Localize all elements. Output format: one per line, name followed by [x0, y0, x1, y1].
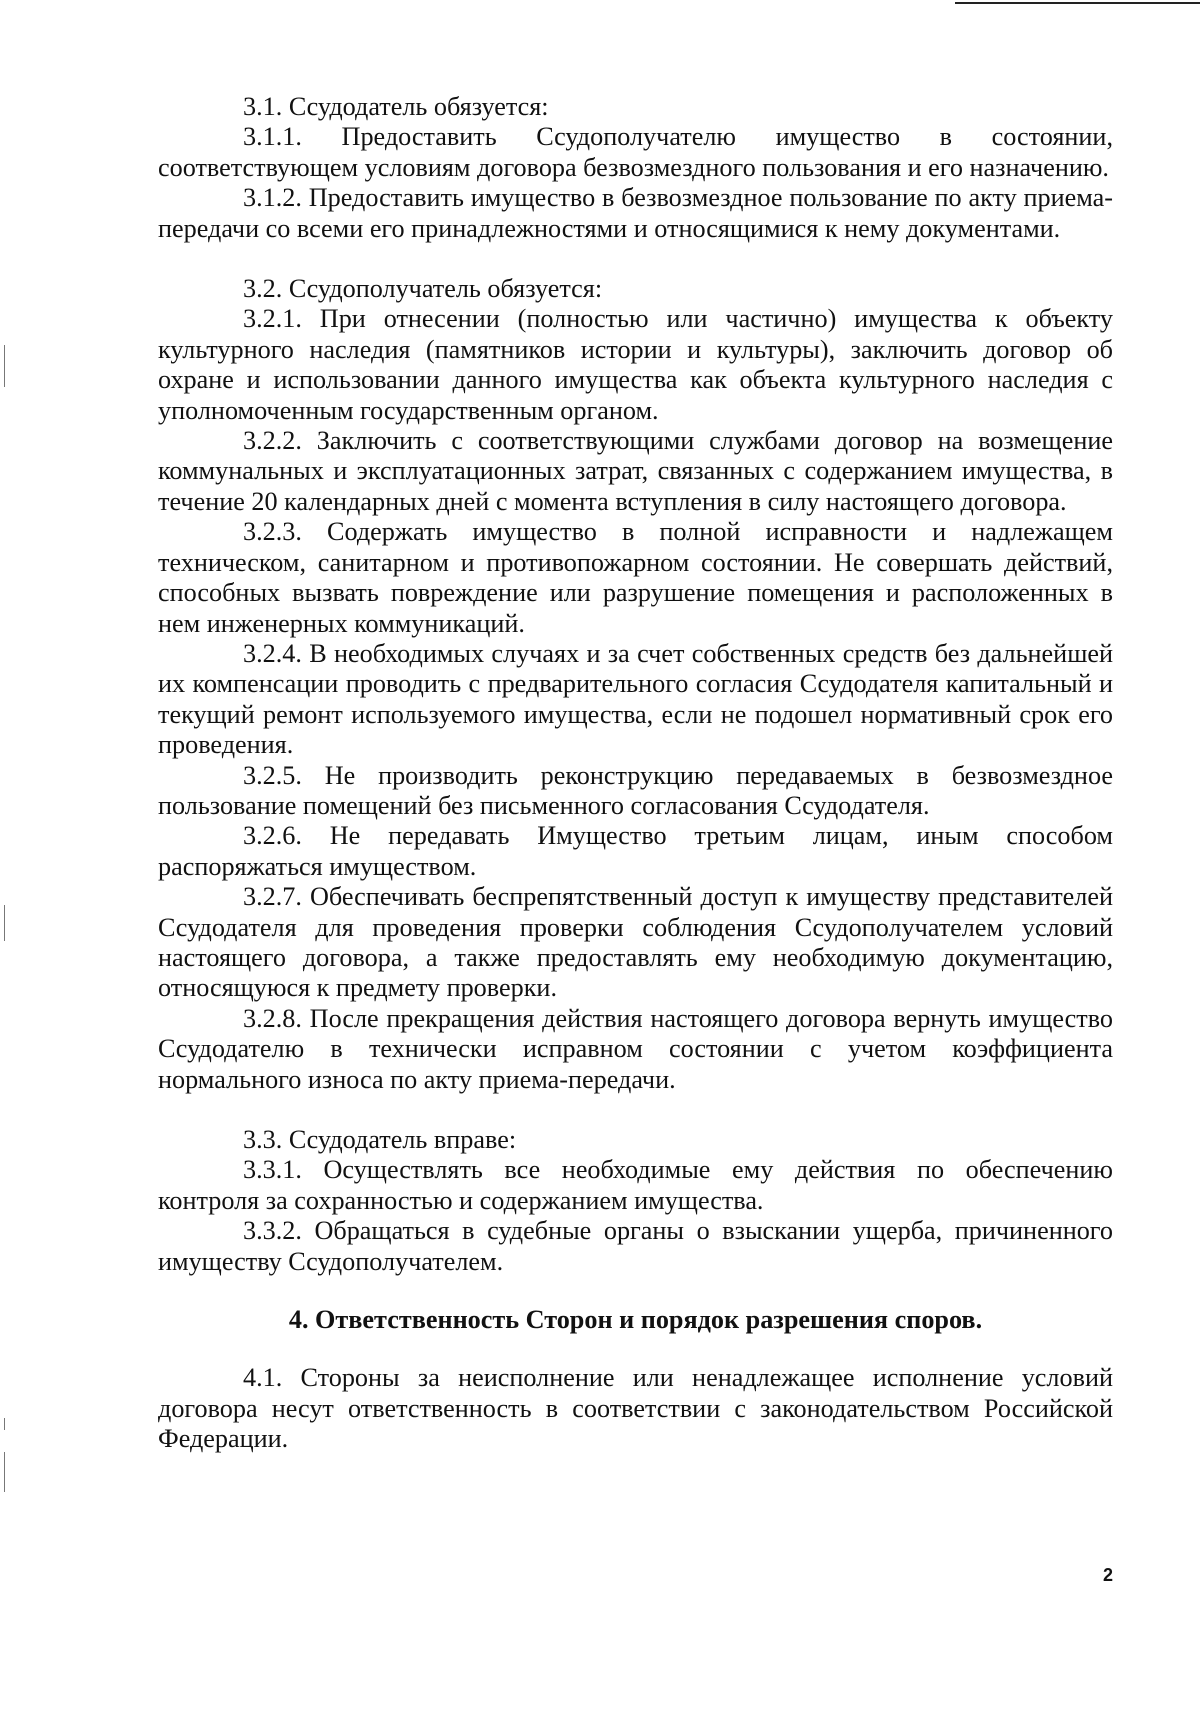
clause-3-2-1: 3.2.1. При отнесении (полностью или частично) имущества к объекту культурного наследия (памятников истории и культуры), заключить договор об охране и использовании данного имущества как объекта культурного наследия с уполномоченным государственным органом. [158, 304, 1113, 425]
clause-3-2: 3.2. Ссудополучатель обязуется: [243, 274, 603, 304]
clause-3-3: 3.3. Ссудодатель вправе: [243, 1125, 517, 1154]
clause-3-2-8: 3.2.8. После прекращения действия настоящего договора вернуть имущество Ссудодателю в технически исправном состоянии с учетом коэффициента нормального износа по акту приема-передачи. [158, 1003, 1113, 1094]
clause-3-1-2: 3.1.2. Предоставить имущество в безвозмездное пользование по акту приема-передачи со всеми его принадлежностями и относящимися к нему документами. [158, 183, 1113, 243]
clause-3-2-2: 3.2.2. Заключить с соответствующими службами договор на возмещение коммунальных и эксплуатационных затрат, связанных с содержанием имущества, в течение 20 календарных дней с момента вступления в силу настоящего договора. [158, 426, 1113, 516]
clause-3-1-1: 3.1.1. Предоставить Ссудополучателю имущество в состоянии, соответствующем условиям договора безвозмездного пользования и его назначению. [158, 122, 1113, 182]
clause-3-2-4: 3.2.4. В необходимых случаях и за счет собственных средств без дальнейшей их компенсации проводить с предварительного согласия Ссудодателя капитальный и текущий ремонт используемого имущества, если не подошел нормативный срок его проведения. [158, 638, 1113, 760]
clause-3-1: 3.1. Ссудодатель обязуется: [243, 92, 549, 121]
document-page [158, 92, 1113, 1455]
margin-mark [4, 1452, 5, 1492]
clause-3-3-1: 3.3.1. Осуществлять все необходимые ему действия по обеспечению контроля за сохранностью и содержанием имущества. [158, 1155, 1113, 1215]
margin-mark [4, 1418, 5, 1430]
clause-3-2-7: 3.2.7. Обеспечивать беспрепятственный доступ к имуществу представителей Ссудодателя для проведения проверки соблюдения Ссудополучателем условий настоящего договора, а также предоставлять ему необходимую документацию, относящуюся к предмету проверки. [158, 882, 1113, 1003]
section-heading: 4. Ответственность Сторон и порядок разрешения споров. [288, 1305, 983, 1335]
margin-mark [4, 905, 5, 941]
page-number: 2 [1102, 1565, 1113, 1585]
top-rule [955, 2, 1200, 4]
margin-mark [4, 345, 5, 387]
clause-3-2-3: 3.2.3. Содержать имущество в полной исправности и надлежащем техническом, санитарном и противопожарном состоянии. Не совершать действий, способных вызвать повреждение или разрушение помещения и расположенных в нем инженерных коммуникаций. [158, 517, 1113, 638]
clause-3-2-6: 3.2.6. Не передавать Имущество третьим лицам, иным способом распоряжаться имуществом. [158, 821, 1113, 881]
clause-3-2-5: 3.2.5. Не производить реконструкцию передаваемых в безвозмездное пользование помещений без письменного согласования Ссудодателя. [158, 760, 1113, 820]
clause-4-1: 4.1. Стороны за неисполнение или ненадлежащее исполнение условий договора несут ответственность в соответствии с законодательством Российской Федерации. [158, 1363, 1113, 1454]
clause-3-3-2: 3.3.2. Обращаться в судебные органы о взыскании ущерба, причиненного имуществу Ссудополучателем. [158, 1216, 1113, 1276]
